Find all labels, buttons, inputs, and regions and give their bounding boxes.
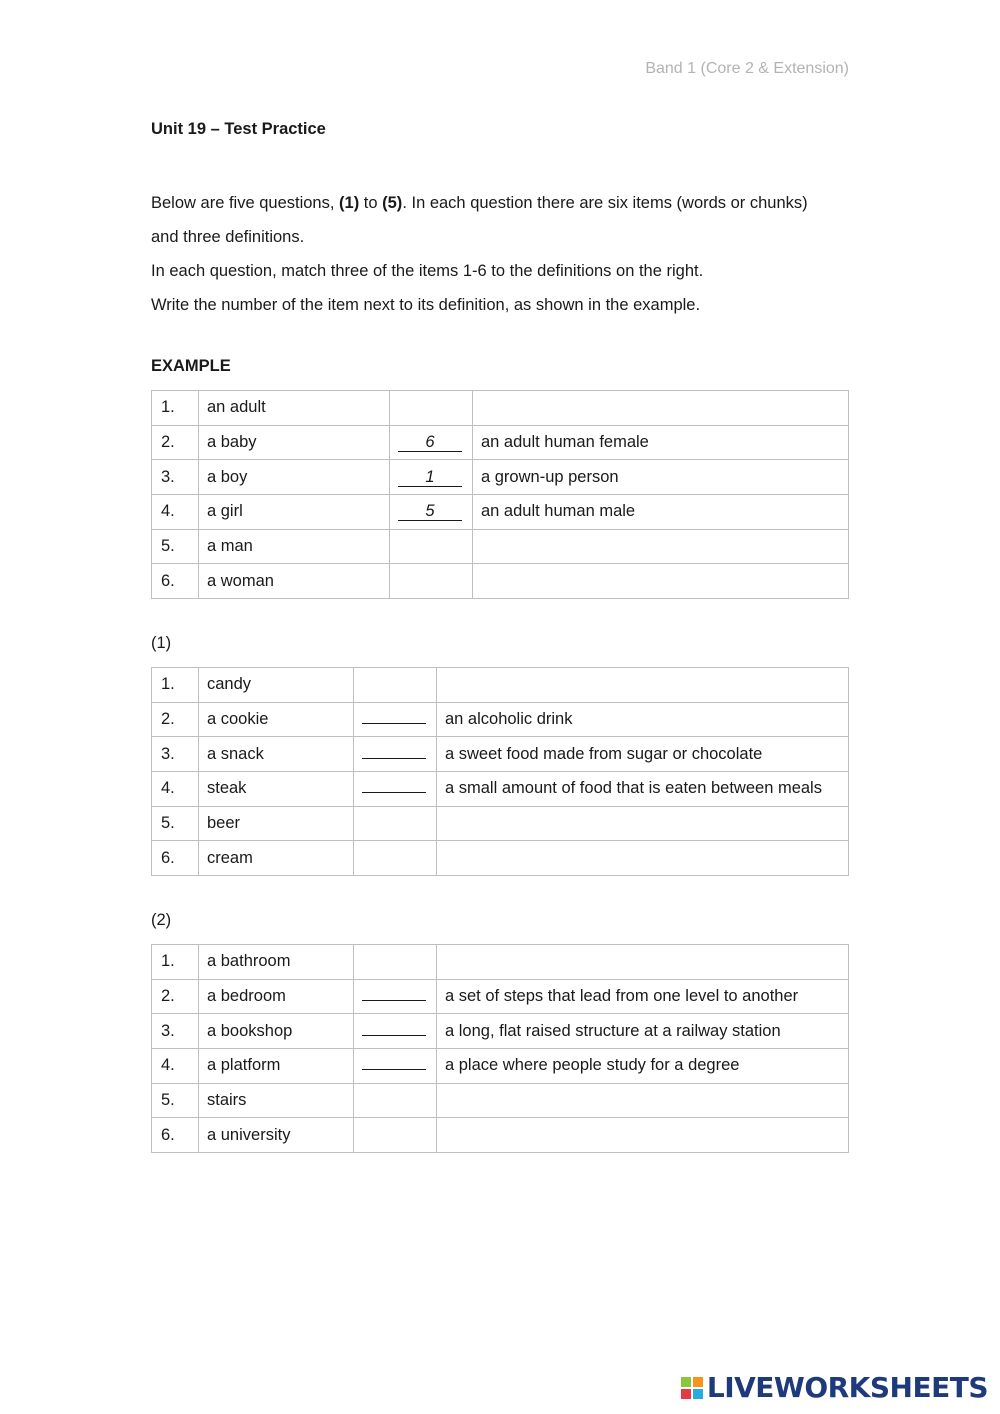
definition: an adult human female — [473, 425, 849, 460]
logo-square-i — [693, 1377, 703, 1387]
answer-blank[interactable] — [362, 723, 426, 724]
item-number: 4. — [152, 495, 199, 530]
answer-cell — [354, 806, 437, 841]
definition: a place where people study for a degree — [437, 1049, 849, 1084]
item-number: 1. — [152, 391, 199, 426]
answer-cell — [390, 529, 473, 564]
item-word: a bookshop — [199, 1014, 354, 1049]
logo-square-l — [681, 1377, 691, 1387]
table-row — [152, 495, 849, 530]
definition: an adult human male — [473, 495, 849, 530]
answer-cell[interactable] — [354, 737, 437, 772]
answer-blank[interactable] — [362, 1069, 426, 1070]
answer-blank[interactable] — [362, 1035, 426, 1036]
item-word: an adult — [199, 391, 390, 426]
item-number: 5. — [152, 806, 199, 841]
definition — [473, 391, 849, 426]
item-word: a woman — [199, 564, 390, 599]
question-1-label: (1) — [151, 634, 172, 652]
item-word: a bathroom — [199, 945, 354, 980]
item-number: 1. — [152, 945, 199, 980]
table-row — [152, 737, 849, 772]
item-number: 5. — [152, 1083, 199, 1118]
example-table — [151, 390, 849, 599]
item-number: 3. — [152, 460, 199, 495]
answer-cell — [390, 425, 473, 460]
liveworksheets-logo[interactable] — [681, 1371, 988, 1404]
item-word: stairs — [199, 1083, 354, 1118]
definition — [473, 529, 849, 564]
item-number: 2. — [152, 425, 199, 460]
item-word: a man — [199, 529, 390, 564]
item-word: a cookie — [199, 702, 354, 737]
definition: a long, flat raised structure at a railway station — [437, 1014, 849, 1049]
definition: a grown-up person — [473, 460, 849, 495]
definition: a small amount of food that is eaten between meals — [437, 772, 849, 807]
table-row — [152, 1083, 849, 1118]
definition: a sweet food made from sugar or chocolate — [437, 737, 849, 772]
table-row — [152, 806, 849, 841]
item-number: 6. — [152, 1118, 199, 1153]
definition — [437, 945, 849, 980]
item-word: a baby — [199, 425, 390, 460]
answer-cell[interactable] — [354, 702, 437, 737]
logo-mark-icon — [681, 1377, 703, 1399]
instruction-line-3: In each question, match three of the items 1-6 to the definitions on the right. — [151, 262, 704, 280]
item-word: a platform — [199, 1049, 354, 1084]
item-word: a boy — [199, 460, 390, 495]
definition: an alcoholic drink — [437, 702, 849, 737]
answer-cell[interactable] — [354, 772, 437, 807]
instruction-text: . In each question there are six items (words or chunks) — [402, 194, 808, 212]
band-header: Band 1 (Core 2 & Extension) — [645, 60, 849, 77]
table-row — [152, 391, 849, 426]
item-word: a bedroom — [199, 979, 354, 1014]
item-number: 6. — [152, 841, 199, 876]
item-word: beer — [199, 806, 354, 841]
logo-text: LIVEWORKSHEETS — [706, 1371, 988, 1404]
item-number: 4. — [152, 772, 199, 807]
table-row — [152, 1014, 849, 1049]
table-row — [152, 772, 849, 807]
definition — [437, 668, 849, 703]
item-number: 4. — [152, 1049, 199, 1084]
item-number: 5. — [152, 529, 199, 564]
question-2-table — [151, 944, 849, 1153]
answer-cell — [390, 391, 473, 426]
definition — [437, 841, 849, 876]
answer-blank[interactable] — [362, 758, 426, 759]
definition — [437, 806, 849, 841]
answer-cell — [390, 460, 473, 495]
instruction-text: Below are five questions, — [151, 194, 340, 212]
instruction-line-4: Write the number of the item next to its definition, as shown in the example. — [151, 296, 701, 314]
table-row — [152, 460, 849, 495]
item-word: steak — [199, 772, 354, 807]
table-row — [152, 945, 849, 980]
answer-cell[interactable] — [354, 1049, 437, 1084]
instructions — [151, 186, 851, 322]
answer-blank: 1 — [398, 469, 462, 487]
answer-blank[interactable] — [362, 792, 426, 793]
item-word: a girl — [199, 495, 390, 530]
example-label: EXAMPLE — [151, 357, 231, 375]
table-row — [152, 425, 849, 460]
answer-cell — [390, 495, 473, 530]
answer-blank[interactable] — [362, 1000, 426, 1001]
item-number: 6. — [152, 564, 199, 599]
table-row — [152, 668, 849, 703]
item-number: 1. — [152, 668, 199, 703]
item-word: candy — [199, 668, 354, 703]
table-row — [152, 979, 849, 1014]
instruction-text: to — [359, 194, 383, 212]
question-ref-last: (5) — [382, 194, 403, 212]
definition — [473, 564, 849, 599]
answer-blank: 6 — [398, 434, 462, 452]
instruction-line-1 — [151, 186, 851, 220]
definition: a set of steps that lead from one level to another — [437, 979, 849, 1014]
table-row — [152, 1118, 849, 1153]
answer-cell[interactable] — [354, 979, 437, 1014]
answer-cell — [354, 945, 437, 980]
table-row — [152, 529, 849, 564]
table-row — [152, 564, 849, 599]
logo-square-e — [693, 1389, 703, 1399]
answer-cell — [354, 841, 437, 876]
table-row — [152, 841, 849, 876]
item-number: 2. — [152, 702, 199, 737]
question-1-table — [151, 667, 849, 876]
answer-cell — [354, 668, 437, 703]
item-word: cream — [199, 841, 354, 876]
instruction-line-2: and three definitions. — [151, 228, 305, 246]
item-number: 3. — [152, 1014, 199, 1049]
definition — [437, 1118, 849, 1153]
table-row — [152, 702, 849, 737]
item-word: a snack — [199, 737, 354, 772]
answer-cell[interactable] — [354, 1014, 437, 1049]
item-word: a university — [199, 1118, 354, 1153]
item-number: 3. — [152, 737, 199, 772]
table-row — [152, 1049, 849, 1084]
page-title: Unit 19 – Test Practice — [151, 120, 326, 138]
logo-square-v — [681, 1389, 691, 1399]
answer-cell — [354, 1118, 437, 1153]
answer-cell — [390, 564, 473, 599]
question-2-label: (2) — [151, 911, 172, 929]
definition — [437, 1083, 849, 1118]
answer-blank: 5 — [398, 503, 462, 521]
answer-cell — [354, 1083, 437, 1118]
item-number: 2. — [152, 979, 199, 1014]
question-ref-first: (1) — [339, 194, 360, 212]
